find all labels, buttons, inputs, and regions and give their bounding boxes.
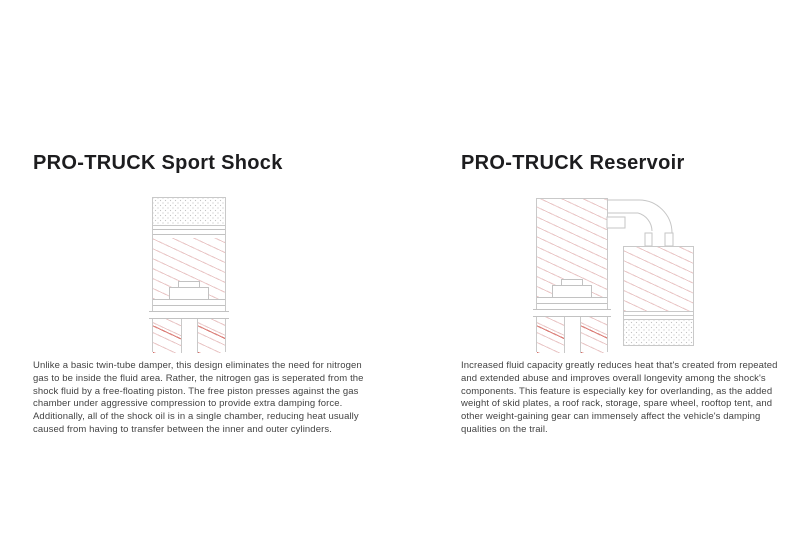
main-piston-plate — [537, 297, 607, 304]
lower-hatch-right — [198, 319, 225, 353]
nitrogen-gas-chamber — [153, 198, 225, 226]
reservoir-gas-chamber — [624, 320, 693, 345]
shock-body-outline — [152, 197, 226, 352]
transfer-pipe — [606, 195, 702, 251]
piston-plate — [153, 299, 225, 306]
pipe-fitting-inner — [645, 233, 652, 246]
heading-reservoir: PRO-TRUCK Reservoir — [461, 152, 685, 174]
main-lower-hatch-left — [537, 317, 564, 353]
main-shock-body — [536, 198, 608, 352]
heading-sport-shock: PRO-TRUCK Sport Shock — [33, 152, 283, 174]
reservoir-piston-line — [624, 311, 693, 312]
reservoir-fluid-chamber — [624, 247, 693, 311]
pipe-fitting-outer — [665, 233, 673, 246]
reservoir-body — [623, 246, 694, 346]
description-reservoir: Increased fluid capacity greatly reduces heat that's created from repeated and extended abuse and improves overall longevity among the shock's components. This feature is especially key for overlanding, as the added weight of skid plates, a roof rack, storage, spare wheel, rooftop tent, and other weight-gaining gear can immensely affect the vehicle's damping qualities on the trail. — [461, 360, 778, 435]
lower-hatch-left — [153, 319, 181, 353]
free-floating-piston — [153, 229, 225, 235]
description-sport-shock: Unlike a basic twin-tube damper, this design eliminates the need for nitrogen gas to be inside the fluid area. Rather, the nitrogen gas is seperated from the shock fluid by a free-floating piston. The free piston presses against the gas chamber under aggressive compression to provide extra damping force. Additionally, all of the shock oil is in a single chamber, reducing heat usually caused from having to transfer between the inner and outer cylinders. — [33, 360, 364, 435]
seal-band — [149, 311, 229, 319]
reservoir-piston-line — [624, 315, 693, 316]
main-piston-head — [552, 285, 592, 297]
piston-rod — [181, 319, 198, 353]
main-lower-hatch-right — [581, 317, 607, 353]
piston-head — [169, 287, 209, 299]
main-piston-rod — [564, 317, 581, 353]
banjo-fitting — [607, 217, 625, 228]
main-seal-band — [533, 309, 611, 317]
